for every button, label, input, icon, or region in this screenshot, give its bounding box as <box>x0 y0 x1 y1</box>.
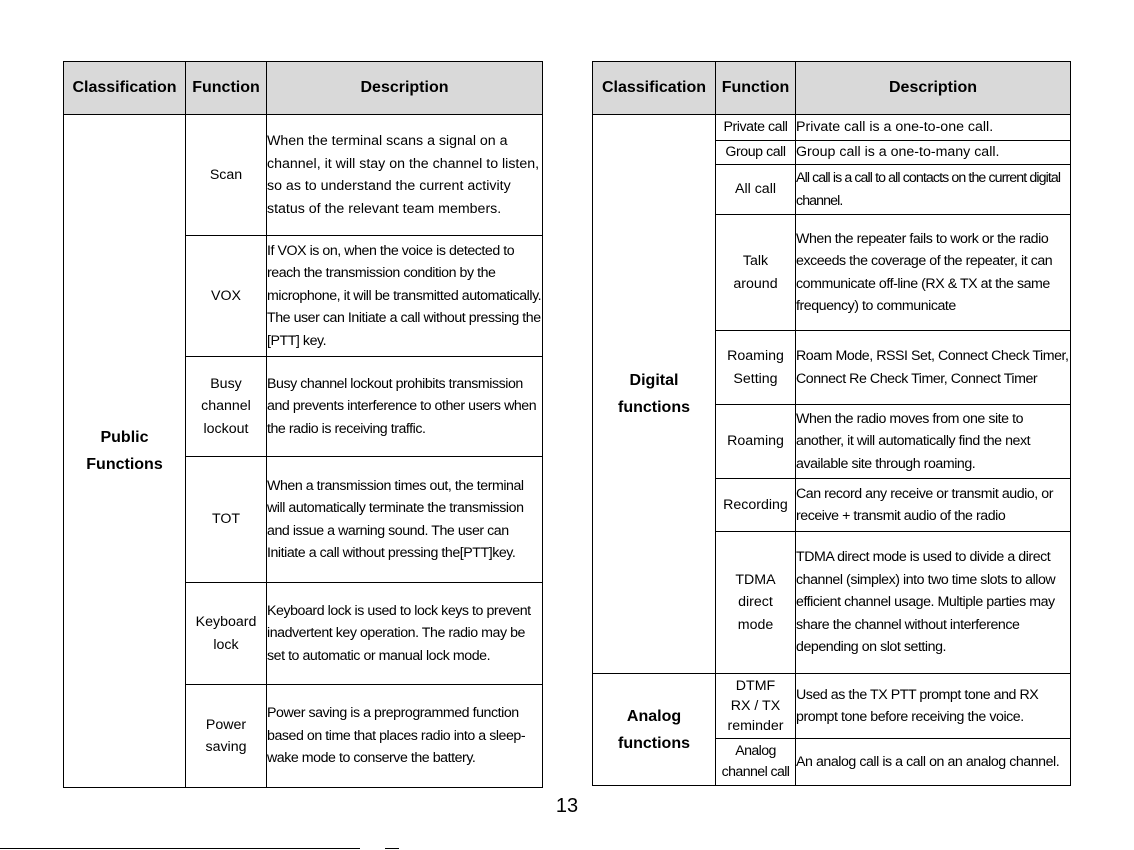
classification-public-functions: Public Functions <box>86 429 163 473</box>
header-function: Function <box>716 62 796 115</box>
function-recording: Recording <box>723 496 788 513</box>
description-keyboard-lock: Keyboard lock is used to lock keys to prevent inadvertent key operation. The radio may be set to automatic or manual lock mode. <box>267 602 531 664</box>
description-scan: When the terminal scans a signal on a channel, it will stay on the channel to listen, so as to understand the current activity status of the relevant team members. <box>267 133 540 217</box>
function-vox: VOX <box>211 287 241 304</box>
function-group-call: Group call <box>725 144 786 161</box>
description-cell <box>267 685 543 788</box>
description-roaming-setting: Roam Mode, RSSI Set, Connect Check Timer, Connect Re Check Timer, Connect Timer <box>796 348 1069 387</box>
function-power-saving: Power saving <box>205 716 247 755</box>
header-description: Description <box>796 62 1071 115</box>
description-cell <box>796 165 1071 215</box>
description-recording: Can record any receive or transmit audio, or receive + transmit audio of the radio <box>796 485 1053 524</box>
description-cell <box>796 115 1071 141</box>
description-cell <box>796 479 1071 532</box>
function-roaming-setting: Roaming Setting <box>727 348 784 387</box>
function-cell <box>186 583 267 685</box>
function-talk-around: Talk around <box>733 253 778 292</box>
header-classification: Classification <box>64 62 186 115</box>
function-cell <box>186 457 267 583</box>
description-group-call: Group call is a one-to-many call. <box>796 144 1000 161</box>
description-analog-channel-call: An analog call is a call on an analog channel. <box>796 753 1060 770</box>
function-private-call: Private call <box>723 119 788 136</box>
table-row <box>64 115 543 236</box>
header-description: Description <box>267 62 543 115</box>
classification-digital-functions: Digital functions <box>618 372 690 416</box>
function-cell <box>716 115 796 141</box>
function-tot: TOT <box>211 511 241 528</box>
description-cell <box>796 674 1071 739</box>
function-busy-channel-lockout: Busy channel lockout <box>201 375 251 437</box>
function-scan: Scan <box>209 166 243 183</box>
description-tdma-direct-mode: TDMA direct mode is used to divide a direct channel (simplex) into two time slots to allow efficient channel usage. Multiple parties may share the channel without interference depending on slot setting. <box>796 549 1056 656</box>
description-vox: If VOX is on, when the voice is detected to reach the transmission condition by the microphone, it will be transmitted automatically. The user can Initiate a call without pressing the [PTT] key. <box>267 242 542 349</box>
table-row <box>593 115 1071 141</box>
function-cell <box>716 532 796 674</box>
function-cell <box>716 215 796 331</box>
header-classification: Classification <box>593 62 716 115</box>
description-cell <box>267 236 543 357</box>
description-dtmf-reminder: Used as the TX PTT prompt tone and RX prompt tone before receiving the voice. <box>796 686 1039 725</box>
function-cell <box>186 236 267 357</box>
function-cell <box>716 739 796 786</box>
description-tot: When a transmission times out, the terminal will automatically terminate the transmission and issue a warning sound. The user can Initiate a call without pressing the[PTT]key. <box>267 477 524 561</box>
function-cell <box>186 115 267 236</box>
table-row <box>593 674 1071 739</box>
header-function: Function <box>186 62 267 115</box>
function-cell <box>186 357 267 457</box>
footer-rule-left <box>0 848 360 849</box>
classification-cell <box>64 115 186 788</box>
description-cell <box>267 357 543 457</box>
description-talk-around: When the repeater fails to work or the radio exceeds the coverage of the repeater, it can communicate off-line (RX & TX at the same frequency) to communicate <box>796 230 1053 314</box>
description-cell <box>796 215 1071 331</box>
function-cell <box>716 405 796 479</box>
description-cell <box>796 739 1071 786</box>
function-cell <box>716 479 796 532</box>
classification-cell <box>593 674 716 786</box>
function-tdma-direct-mode: TDMA direct mode <box>735 571 776 633</box>
function-dtmf-reminder: DTMF RX / TX reminder <box>727 678 784 734</box>
digital-analog-functions-table <box>592 61 1071 786</box>
function-cell <box>186 685 267 788</box>
function-keyboard-lock: Keyboard lock <box>195 614 257 653</box>
function-cell <box>716 331 796 405</box>
page-number: 13 <box>555 795 579 817</box>
table-header-row <box>64 62 543 115</box>
description-cell <box>796 405 1071 479</box>
description-private-call: Private call is a one-to-one call. <box>796 119 994 136</box>
description-busy-channel-lockout: Busy channel lockout prohibits transmission and prevents interference to other users when the radio is receiving traffic. <box>267 375 537 437</box>
function-analog-channel-call: Analog channel call <box>721 743 790 780</box>
classification-cell <box>593 115 716 674</box>
table-header-row <box>593 62 1071 115</box>
function-cell <box>716 165 796 215</box>
description-cell <box>267 115 543 236</box>
description-cell <box>796 331 1071 405</box>
function-all-call: All call <box>735 181 776 198</box>
function-roaming: Roaming <box>727 433 784 450</box>
footer-rule-mark <box>385 848 399 849</box>
function-cell <box>716 141 796 165</box>
description-cell <box>796 532 1071 674</box>
description-cell <box>267 457 543 583</box>
public-functions-table <box>63 61 543 788</box>
description-power-saving: Power saving is a preprogrammed function based on time that places radio into a sleep-wake mode to conserve the battery. <box>267 705 526 767</box>
description-roaming: When the radio moves from one site to another, it will automatically find the next available site through roaming. <box>796 410 1031 472</box>
classification-analog-functions: Analog functions <box>618 707 690 752</box>
description-all-call: All call is a call to all contacts on the current digital channel. <box>796 170 1061 209</box>
description-cell <box>796 141 1071 165</box>
description-cell <box>267 583 543 685</box>
function-cell <box>716 674 796 739</box>
